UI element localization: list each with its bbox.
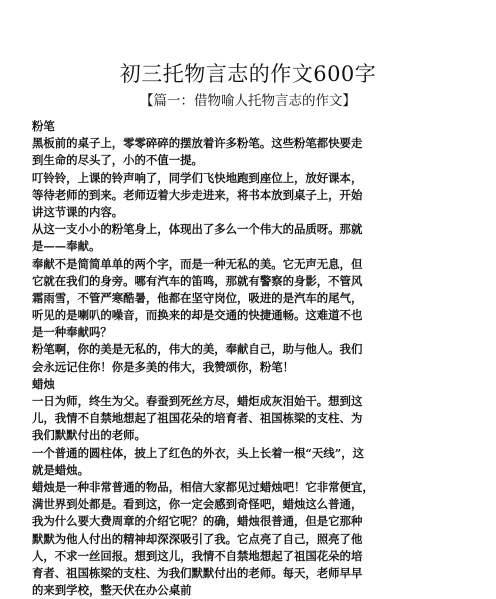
text-line: 粉笔 — [32, 119, 55, 133]
text-line: 就是蜡烛。 — [32, 462, 89, 477]
text-line: 黑板前的桌子上，零零碎碎的摆放着许多粉笔。这些粉笔都快要走 — [32, 136, 363, 151]
text-line: 粉笔啊，你的美是无私的，伟大的美，奉献自己，助与他人。我们 — [32, 342, 363, 357]
text-line: 霜雨雪，不管严寒酷暑，他都在坚守岗位，吸进的是汽车的尾气， — [32, 290, 363, 305]
text-line: 等待老师的到来。老师迈着大步走进来，将书本放到桌子上，开始 — [32, 187, 363, 202]
text-line: 奉献不是简简单单的两个字，而是一种无私的美。它无声无息，但 — [32, 256, 363, 271]
text-line: 到生命的尽头了，小的不值一提。 — [32, 153, 203, 168]
text-line: 会永远记住你！你是多美的伟大，我赞颂你，粉笔！ — [32, 359, 294, 374]
text-line: 的来到学校，整天伏在办公桌前 — [32, 583, 192, 598]
text-line: 蜡烛 — [32, 376, 55, 391]
text-line: 人，不求一丝回报。想到这儿，我情不自禁地想起了祖国花朵的培 — [32, 548, 363, 563]
text-line: 我们默默付出的老师。 — [32, 428, 146, 443]
text-line: 讲这节课的内容。 — [32, 204, 124, 219]
text-line: 一日为师，终生为父。春蚕到死丝方尽，蜡炬成灰泪始干。想到这 — [32, 394, 363, 408]
text-line: 是一种奉献吗？ — [32, 325, 112, 340]
text-line: 一个普通的圆柱体，披上了红色的外衣，头上长着一根“天线”，这 — [32, 445, 365, 460]
text-line: 听见的是喇叭的噪音，而换来的却是交通的快捷通畅。这难道不也 — [32, 308, 363, 323]
document-body — [32, 118, 472, 599]
text-line: 育者、祖国栋梁的支柱、为我们默默付出的老师。每天，老师早早 — [32, 565, 363, 580]
document-subtitle: 【篇一：借物喻人托物言志的作文】 — [140, 93, 356, 109]
text-line: 满世界到处都是。看到这，你一定会感到奇怪吧，蜡烛这么普通， — [32, 497, 363, 512]
text-line: 儿，我情不自禁地想起了祖国花朵的培育者、祖国栋梁的支柱、为 — [32, 411, 363, 426]
text-line: 从这一支小小的粉笔身上，体现出了多么一个伟大的品质呀。那就 — [32, 222, 363, 237]
text-line: 默默为他人付出的精神却深深吸引了我。它点亮了自己，照亮了他 — [32, 531, 363, 546]
text-line: 叮铃铃，上课的铃声响了，同学们飞快地跑到座位上，放好课本， — [32, 170, 363, 185]
text-line: 蜡烛是一种非常普通的物品，相信大家都见过蜡烛吧！它非常便宜， — [32, 479, 374, 494]
document-title: 初三托物言志的作文600字 — [119, 62, 377, 86]
text-line: 它就在我们的身旁。哪有汽车的笛鸣，那就有警察的身影，不管风 — [32, 273, 363, 288]
text-line: 是——奉献。 — [32, 239, 101, 254]
text-line: 我为什么要大费周章的介绍它呢？的确，蜡烛很普通，但是它那种 — [32, 514, 363, 529]
